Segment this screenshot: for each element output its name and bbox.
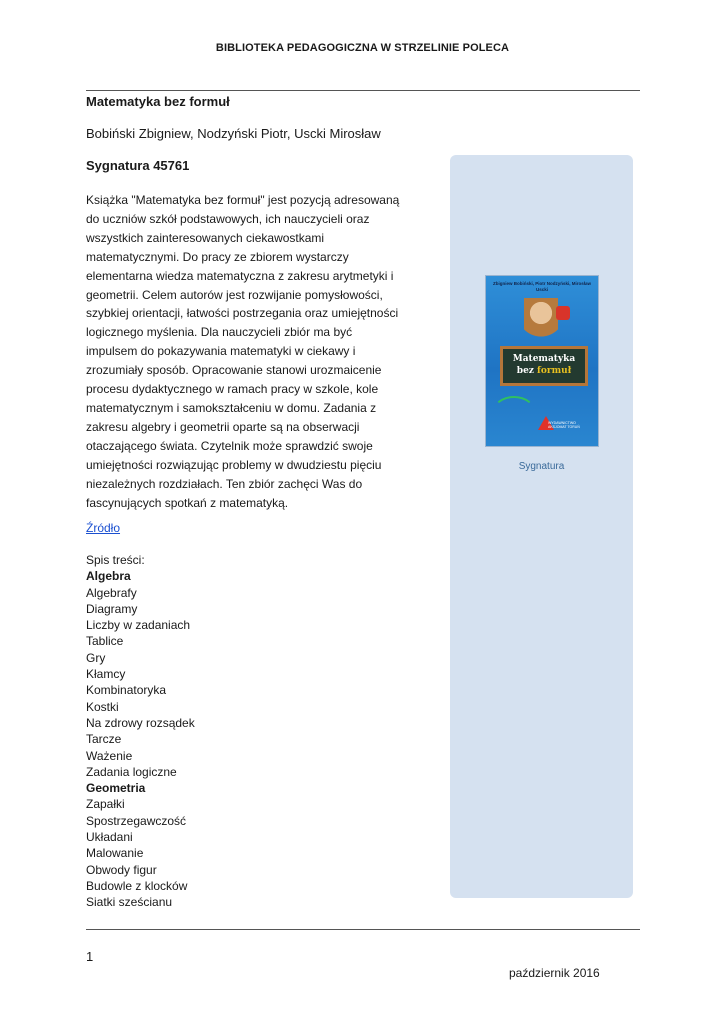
cover-caption: Sygnatura (518, 461, 565, 472)
toc-section-heading: Algebra (86, 569, 131, 584)
toc-section-heading: Geometria (86, 781, 146, 796)
document-header: BIBLIOTEKA PEDAGOGICZNA W STRZELINIE POLECA (215, 42, 510, 54)
toc-item: Gry (86, 650, 106, 665)
table-of-contents (86, 552, 195, 911)
book-authors: Bobiński Zbigniew, Nodzyński Piotr, Uscki Mirosław (86, 126, 381, 141)
toc-item: Zapałki (86, 797, 125, 812)
cover-title-line1: Matematyka (512, 354, 576, 364)
book-cover-image (485, 275, 599, 447)
toc-item: Kombinatoryka (86, 683, 167, 698)
toc-item: Diagramy (86, 601, 138, 616)
signature-line (86, 158, 189, 173)
toc-item: Tablice (86, 634, 124, 649)
toc-item: Na zdrowy rozsądek (86, 715, 195, 730)
toc-item: Tarcze (86, 732, 122, 747)
cover-red-cube (556, 306, 570, 320)
cover-wizard-illustration (524, 298, 558, 348)
header-divider (86, 90, 640, 91)
toc-item: Obwody figur (86, 862, 157, 877)
toc-item: Ważenie (86, 748, 133, 763)
toc-item: Algebrafy (86, 585, 137, 600)
cover-authors: Zbigniew Bobiński, Piotr Nodzyński, Mirosław Uscki (492, 281, 591, 292)
cover-publisher: WYDAWNICTWO AKSJOMAT TORUŃ (548, 421, 580, 429)
cover-title-line2: bez formuł (516, 366, 572, 376)
toc-item: Budowle z klocków (86, 878, 188, 893)
book-description: Książka "Matematyka bez formuł" jest pozycją adresowaną do uczniów szkół podstawowych, ich nauczycieli oraz wszystkich zainteresowanych ciekawostkami matematycznymi. Do pracy ze zbiorem wystarczy elementarna wiedza matematyczna z zakresu arytmetyki i geometrii. Celem autorów jest rozwijanie pomysłowości, szybkiej orientacji, łatwości postrzegania oraz umiejętności logicznego myślenia. Dla nauczycieli zbiór ma być impulsem do pokazywania matematyki w ciekawy i zrozumiały sposób. Opracowanie stanowi urozmaicenie procesu dydaktycznego w ramach pracy w szkole, kole matematycznym i samokształceniu w domu. Zadania z zakresu algebry i geometrii oparte są na obserwacji otaczającego świata. Czytelnik może sprawdzić swoje umiejętności rozwiązując problemy w dwudziestu pięciu niezależnych rozdziałach. Ten zbiór zachęci Was do fascynujących spotkań z matematyką. (86, 193, 400, 510)
book-title: Matematyka bez formuł (86, 94, 230, 109)
toc-item: Malowanie (86, 846, 144, 861)
toc-item: Siatki sześcianu (86, 895, 173, 910)
cover-swirl (492, 396, 536, 430)
signature-number: 45761 (153, 158, 190, 173)
toc-item: Kostki (86, 699, 119, 714)
footer-divider (86, 929, 640, 930)
toc-label: Spis treści: (86, 553, 145, 567)
toc-item: Układani (86, 830, 133, 845)
toc-item: Liczby w zadaniach (86, 618, 191, 633)
footer-date: październik 2016 (509, 966, 600, 980)
toc-item: Kłamcy (86, 667, 126, 682)
page-number: 1 (86, 949, 94, 964)
toc-list (86, 568, 195, 910)
sidebar-panel (450, 155, 633, 898)
source-link[interactable]: Źródło (86, 521, 121, 535)
toc-item: Zadania logiczne (86, 764, 177, 779)
signature-label: Sygnatura (86, 158, 150, 173)
toc-item: Spostrzegawczość (86, 813, 187, 828)
